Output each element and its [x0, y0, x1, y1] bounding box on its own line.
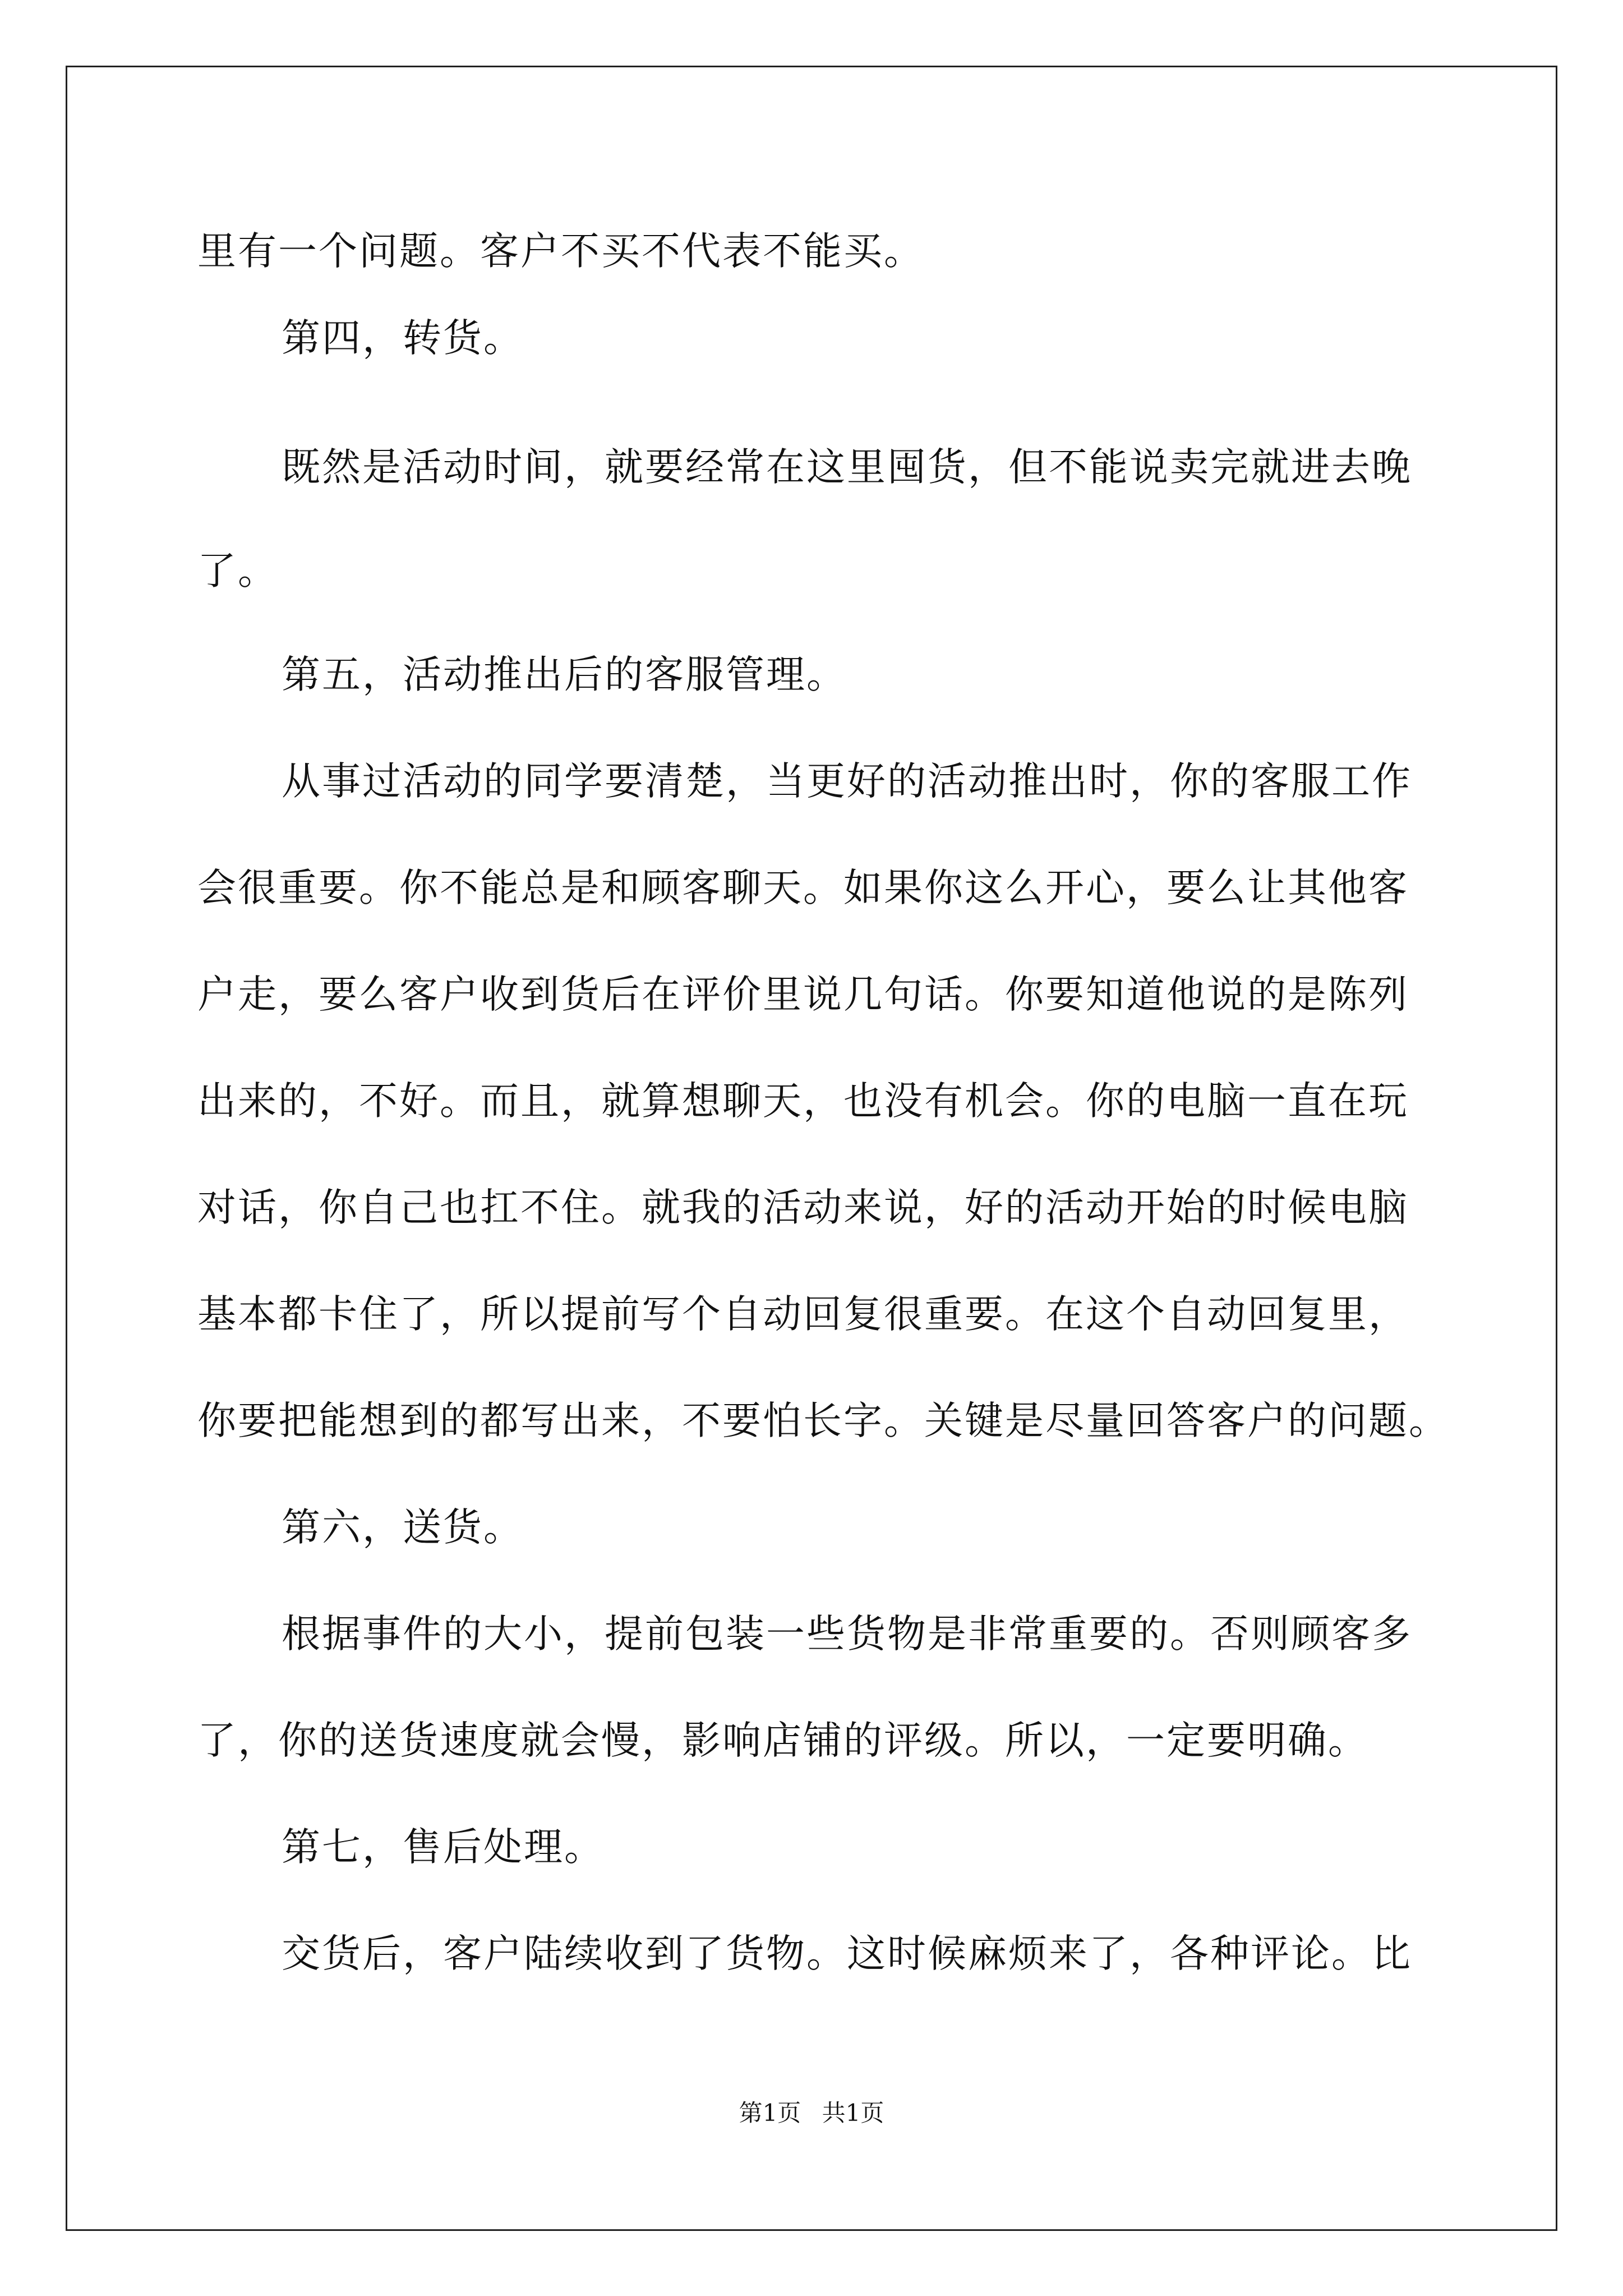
section-heading: 第五，活动推出后的客服管理。: [282, 652, 847, 697]
section-heading: 第七，售后处理。: [282, 1825, 605, 1870]
paragraph-line: 交货后，客户陆续收到了货物。这时候麻烦来了，各种评论。比: [282, 1931, 1412, 1976]
paragraph-line: 出来的，不好。而且，就算想聊天，也没有机会。你的电脑一直在玩: [197, 1079, 1409, 1124]
section-heading: 第四，转货。: [282, 316, 524, 361]
section-heading: 第六，送货。: [282, 1505, 524, 1550]
paragraph-line: 基本都卡住了，所以提前写个自动回复很重要。在这个自动回复里，: [197, 1292, 1409, 1337]
paragraph-line: 从事过活动的同学要清楚，当更好的活动推出时，你的客服工作: [282, 759, 1412, 804]
paragraph-line: 了。: [197, 549, 278, 593]
page-border: [66, 66, 1557, 2231]
body-line: 里有一个问题。客户不买不代表不能买。: [197, 229, 924, 274]
paragraph-line: 根据事件的大小，提前包装一些货物是非常重要的。否则顾客多: [282, 1612, 1412, 1657]
paragraph-line: 了，你的送货速度就会慢，影响店铺的评级。所以，一定要明确。: [197, 1718, 1368, 1763]
paragraph-line: 对话，你自己也扛不住。就我的活动来说，好的活动开始的时候电脑: [197, 1185, 1409, 1230]
paragraph-line: 会很重要。你不能总是和顾客聊天。如果你这么开心，要么让其他客: [197, 866, 1409, 910]
page-number-current: 第1页: [739, 2099, 801, 2127]
page-number-total: 共1页: [822, 2099, 884, 2127]
paragraph-line: 既然是活动时间，就要经常在这里囤货，但不能说卖完就进去晚: [282, 445, 1412, 490]
paragraph-line: 你要把能想到的都写出来，不要怕长字。关键是尽量回答客户的问题。: [197, 1398, 1449, 1443]
paragraph-line: 户走，要么客户收到货后在评价里说几句话。你要知道他说的是陈列: [197, 972, 1409, 1017]
page-footer: [0, 2099, 1623, 2127]
